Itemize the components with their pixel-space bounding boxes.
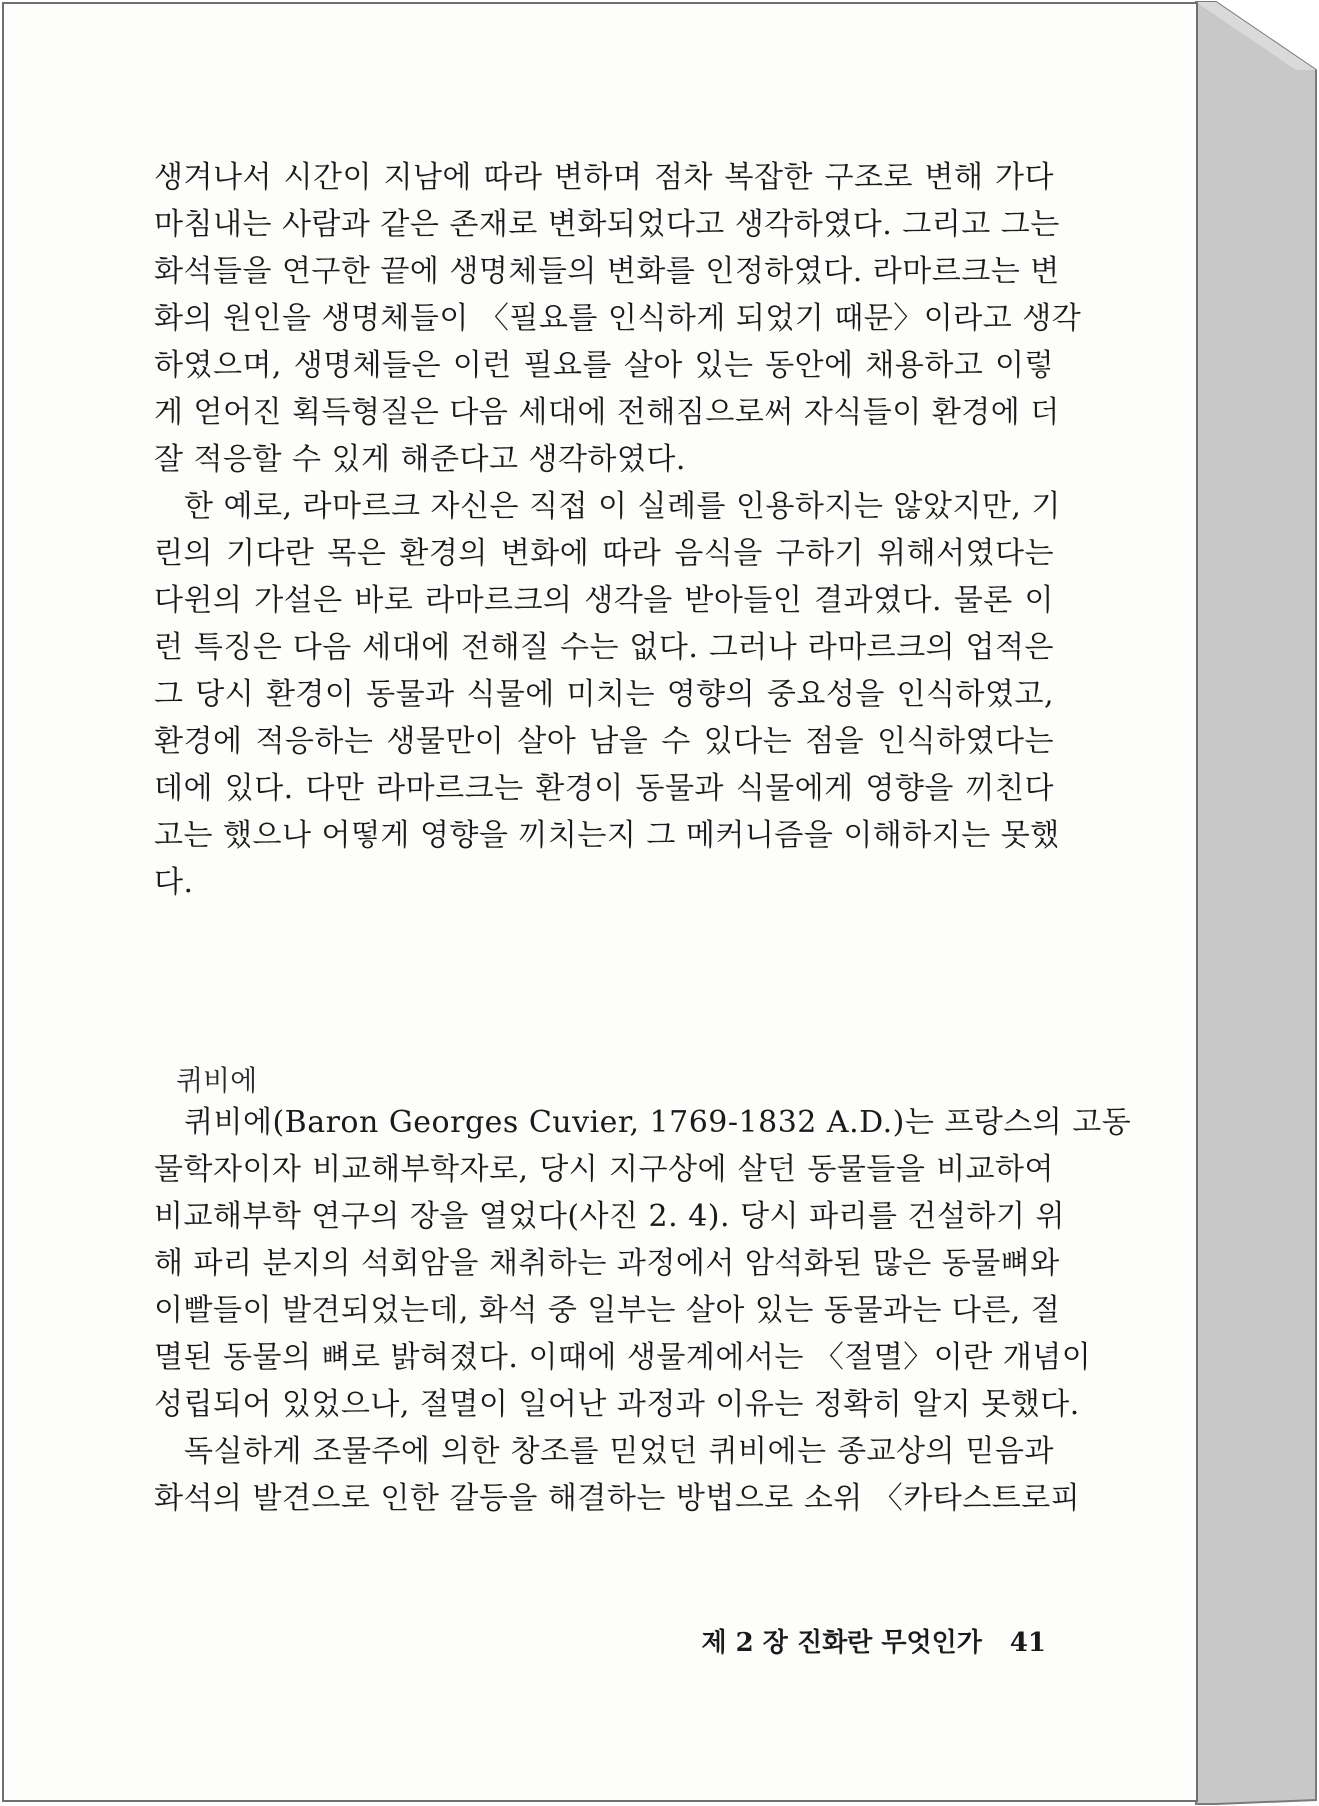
text-line: 생겨나서 시간이 지남에 따라 변하며 점차 복잡한 구조로 변해 가다 — [154, 160, 1054, 195]
book-page — [2, 2, 1198, 1802]
paragraph-block-1 — [154, 154, 1082, 906]
text-line: 다. — [154, 865, 194, 900]
text-line: 게 얻어진 획득형질은 다음 세대에 전해짐으로써 자식들이 환경에 더 — [154, 395, 1060, 430]
text-line: 멸된 동물의 뼈로 밝혀졌다. 이때에 생물계에서는 〈절멸〉이란 개념이 — [154, 1340, 1092, 1375]
text-line: 하였으며, 생명체들은 이런 필요를 살아 있는 동안에 채용하고 이렇 — [154, 348, 1054, 383]
text-line: 데에 있다. 다만 라마르크는 환경이 동물과 식물에게 영향을 끼친다 — [154, 771, 1054, 806]
text-line: 린의 기다란 목은 환경의 변화에 따라 음식을 구하기 위해서였다는 — [154, 536, 1054, 571]
section-heading: 퀴비에 — [176, 1064, 258, 1097]
text-line: 독실하게 조물주에 의한 창조를 믿었던 퀴비에는 종교상의 믿음과 — [184, 1434, 1054, 1469]
chapter-title: 제 2 장 진화란 무엇인가 — [701, 1628, 982, 1658]
text-line: 한 예로, 라마르크 자신은 직접 이 실례를 인용하지는 않았지만, 기 — [184, 489, 1061, 524]
text-line: 잘 적응할 수 있게 해준다고 생각하였다. — [154, 442, 686, 477]
text-line: 그 당시 환경이 동물과 식물에 미치는 영향의 중요성을 인식하였고, — [154, 677, 1054, 712]
text-line: 비교해부학 연구의 장을 열었다(사진 2. 4). 당시 파리를 건설하기 위 — [154, 1199, 1065, 1234]
text-line: 다윈의 가설은 바로 라마르크의 생각을 받아들인 결과였다. 물론 이 — [154, 583, 1054, 618]
text-line: 화의 원인을 생명체들이 〈필요를 인식하게 되었기 때문〉이라고 생각 — [154, 301, 1082, 336]
text-line: 해 파리 분지의 석회암을 채취하는 과정에서 암석화된 많은 동물뼈와 — [154, 1246, 1060, 1281]
text-line: 퀴비에(Baron Georges Cuvier, 1769-1832 A.D.)는 프랑스의 고동 — [184, 1105, 1132, 1140]
paragraph-block-2 — [154, 1099, 1132, 1522]
spine-face — [1196, 2, 1316, 1804]
text-line: 고는 했으나 어떻게 영향을 끼치는지 그 메커니즘을 이해하지는 못했 — [154, 818, 1060, 853]
text-line: 환경에 적응하는 생물만이 살아 남을 수 있다는 점을 인식하였다는 — [154, 724, 1054, 759]
text-line: 마침내는 사람과 같은 존재로 변화되었다고 생각하였다. 그리고 그는 — [154, 207, 1060, 242]
page-number: 41 — [1009, 1628, 1046, 1658]
text-line: 런 특징은 다음 세대에 전해질 수는 없다. 그러나 라마르크의 업적은 — [154, 630, 1054, 665]
text-line: 화석들을 연구한 끝에 생명체들의 변화를 인정하였다. 라마르크는 변 — [154, 254, 1060, 289]
text-line: 이빨들이 발견되었는데, 화석 중 일부는 살아 있는 동물과는 다른, 절 — [154, 1293, 1061, 1328]
page-footer — [701, 1622, 1046, 1659]
text-line: 물학자이자 비교해부학자로, 당시 지구상에 살던 동물들을 비교하여 — [154, 1152, 1054, 1187]
text-line: 화석의 발견으로 인한 갈등을 해결하는 방법으로 소위 〈카타스트로피 — [154, 1481, 1081, 1516]
text-line: 성립되어 있었으나, 절멸이 일어난 과정과 이유는 정확히 알지 못했다. — [154, 1387, 1080, 1422]
